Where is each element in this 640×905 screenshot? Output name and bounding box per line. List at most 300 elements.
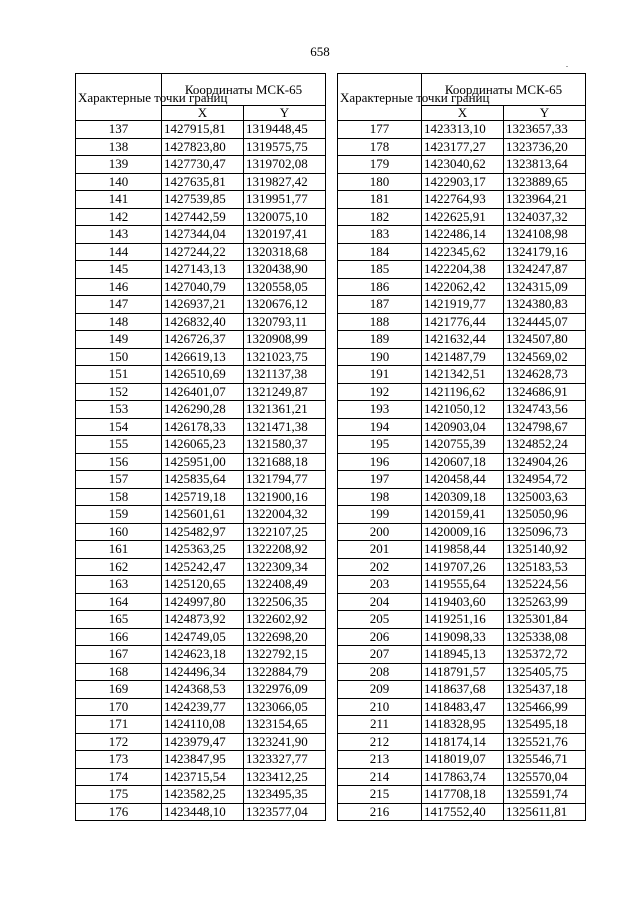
point-number-cell: 187 bbox=[338, 296, 422, 314]
point-number-cell: 211 bbox=[338, 716, 422, 734]
point-number-cell: 175 bbox=[76, 786, 162, 804]
x-coordinate-cell: 1421487,79 bbox=[422, 348, 504, 366]
y-coordinate-cell: 1324852,24 bbox=[504, 436, 586, 454]
table-row bbox=[76, 663, 326, 681]
x-coordinate-cell: 1418019,07 bbox=[422, 751, 504, 769]
x-coordinate-cell: 1426619,13 bbox=[162, 348, 244, 366]
y-coordinate-cell: 1325224,56 bbox=[504, 576, 586, 594]
point-number-cell: 204 bbox=[338, 593, 422, 611]
table-row bbox=[338, 156, 586, 174]
y-coordinate-cell: 1323657,33 bbox=[504, 121, 586, 139]
y-coordinate-cell: 1323495,35 bbox=[244, 786, 326, 804]
table-row bbox=[76, 418, 326, 436]
table-row bbox=[76, 593, 326, 611]
y-coordinate-cell: 1323736,20 bbox=[504, 138, 586, 156]
y-coordinate-cell: 1324507,80 bbox=[504, 331, 586, 349]
point-number-cell: 154 bbox=[76, 418, 162, 436]
point-number-cell: 178 bbox=[338, 138, 422, 156]
point-number-cell: 146 bbox=[76, 278, 162, 296]
y-coordinate-cell: 1321471,38 bbox=[244, 418, 326, 436]
table-row bbox=[338, 803, 586, 821]
y-coordinate-cell: 1323412,25 bbox=[244, 768, 326, 786]
point-number-cell: 156 bbox=[76, 453, 162, 471]
point-number-cell: 140 bbox=[76, 173, 162, 191]
y-coordinate-cell: 1324798,67 bbox=[504, 418, 586, 436]
table-row bbox=[76, 768, 326, 786]
x-coordinate-cell: 1422764,93 bbox=[422, 191, 504, 209]
y-coordinate-cell: 1322408,49 bbox=[244, 576, 326, 594]
x-coordinate-cell: 1427635,81 bbox=[162, 173, 244, 191]
y-coordinate-cell: 1323964,21 bbox=[504, 191, 586, 209]
point-number-cell: 137 bbox=[76, 121, 162, 139]
x-coordinate-cell: 1422345,62 bbox=[422, 243, 504, 261]
point-number-cell: 143 bbox=[76, 226, 162, 244]
point-number-cell: 157 bbox=[76, 471, 162, 489]
x-coordinate-cell: 1422625,91 bbox=[422, 208, 504, 226]
table-row bbox=[76, 751, 326, 769]
point-number-cell: 141 bbox=[76, 191, 162, 209]
x-coordinate-cell: 1419707,26 bbox=[422, 558, 504, 576]
x-coordinate-cell: 1423448,10 bbox=[162, 803, 244, 821]
table-row bbox=[338, 716, 586, 734]
point-number-cell: 161 bbox=[76, 541, 162, 559]
x-coordinate-cell: 1424496,34 bbox=[162, 663, 244, 681]
header-boundary-points: Характерные точки границ bbox=[338, 74, 422, 121]
table-row bbox=[76, 681, 326, 699]
point-number-cell: 174 bbox=[76, 768, 162, 786]
x-coordinate-cell: 1427823,80 bbox=[162, 138, 244, 156]
y-coordinate-cell: 1325570,04 bbox=[504, 768, 586, 786]
y-coordinate-cell: 1324686,91 bbox=[504, 383, 586, 401]
x-coordinate-cell: 1418791,57 bbox=[422, 663, 504, 681]
x-coordinate-cell: 1420903,04 bbox=[422, 418, 504, 436]
y-coordinate-cell: 1321023,75 bbox=[244, 348, 326, 366]
y-coordinate-cell: 1324315,09 bbox=[504, 278, 586, 296]
point-number-cell: 172 bbox=[76, 733, 162, 751]
table-row bbox=[76, 348, 326, 366]
table-row bbox=[338, 786, 586, 804]
table-row bbox=[76, 698, 326, 716]
table-row bbox=[338, 173, 586, 191]
table-row bbox=[338, 418, 586, 436]
y-coordinate-cell: 1325546,71 bbox=[504, 751, 586, 769]
point-number-cell: 139 bbox=[76, 156, 162, 174]
y-coordinate-cell: 1322004,32 bbox=[244, 506, 326, 524]
x-coordinate-cell: 1423979,47 bbox=[162, 733, 244, 751]
table-row bbox=[338, 558, 586, 576]
point-number-cell: 167 bbox=[76, 646, 162, 664]
x-coordinate-cell: 1421776,44 bbox=[422, 313, 504, 331]
point-number-cell: 199 bbox=[338, 506, 422, 524]
table-row bbox=[76, 383, 326, 401]
y-coordinate-cell: 1323577,04 bbox=[244, 803, 326, 821]
table-row bbox=[76, 558, 326, 576]
table-row bbox=[76, 436, 326, 454]
y-coordinate-cell: 1325372,72 bbox=[504, 646, 586, 664]
table-row bbox=[76, 541, 326, 559]
table-row bbox=[338, 646, 586, 664]
y-coordinate-cell: 1320197,41 bbox=[244, 226, 326, 244]
header-x: X bbox=[162, 106, 244, 121]
x-coordinate-cell: 1422486,14 bbox=[422, 226, 504, 244]
table-row bbox=[338, 436, 586, 454]
x-coordinate-cell: 1419098,33 bbox=[422, 628, 504, 646]
table-row bbox=[338, 506, 586, 524]
x-coordinate-cell: 1425601,61 bbox=[162, 506, 244, 524]
table-row bbox=[76, 453, 326, 471]
x-coordinate-cell: 1418637,68 bbox=[422, 681, 504, 699]
x-coordinate-cell: 1419251,16 bbox=[422, 611, 504, 629]
x-coordinate-cell: 1422204,38 bbox=[422, 261, 504, 279]
point-number-cell: 216 bbox=[338, 803, 422, 821]
y-coordinate-cell: 1322506,35 bbox=[244, 593, 326, 611]
point-number-cell: 208 bbox=[338, 663, 422, 681]
table-row bbox=[338, 541, 586, 559]
y-coordinate-cell: 1319575,75 bbox=[244, 138, 326, 156]
x-coordinate-cell: 1425363,25 bbox=[162, 541, 244, 559]
y-coordinate-cell: 1320908,99 bbox=[244, 331, 326, 349]
table-row bbox=[76, 313, 326, 331]
table-row bbox=[76, 331, 326, 349]
y-coordinate-cell: 1324108,98 bbox=[504, 226, 586, 244]
y-coordinate-cell: 1324569,02 bbox=[504, 348, 586, 366]
x-coordinate-cell: 1426290,28 bbox=[162, 401, 244, 419]
y-coordinate-cell: 1325466,99 bbox=[504, 698, 586, 716]
y-coordinate-cell: 1321580,37 bbox=[244, 436, 326, 454]
y-coordinate-cell: 1325338,08 bbox=[504, 628, 586, 646]
x-coordinate-cell: 1418483,47 bbox=[422, 698, 504, 716]
y-coordinate-cell: 1322976,09 bbox=[244, 681, 326, 699]
y-coordinate-cell: 1324247,87 bbox=[504, 261, 586, 279]
y-coordinate-cell: 1325405,75 bbox=[504, 663, 586, 681]
point-number-cell: 181 bbox=[338, 191, 422, 209]
point-number-cell: 215 bbox=[338, 786, 422, 804]
table-row bbox=[76, 121, 326, 139]
table-row bbox=[76, 156, 326, 174]
x-coordinate-cell: 1427040,79 bbox=[162, 278, 244, 296]
point-number-cell: 200 bbox=[338, 523, 422, 541]
y-coordinate-cell: 1323241,90 bbox=[244, 733, 326, 751]
y-coordinate-cell: 1320558,05 bbox=[244, 278, 326, 296]
x-coordinate-cell: 1425120,65 bbox=[162, 576, 244, 594]
point-number-cell: 185 bbox=[338, 261, 422, 279]
table-row bbox=[338, 348, 586, 366]
table-row bbox=[338, 471, 586, 489]
point-number-cell: 201 bbox=[338, 541, 422, 559]
table-row bbox=[338, 191, 586, 209]
table-row bbox=[338, 751, 586, 769]
table-row bbox=[76, 523, 326, 541]
y-coordinate-cell: 1322208,92 bbox=[244, 541, 326, 559]
point-number-cell: 169 bbox=[76, 681, 162, 699]
x-coordinate-cell: 1427730,47 bbox=[162, 156, 244, 174]
point-number-cell: 186 bbox=[338, 278, 422, 296]
header-coordinates: Координаты МСК-65 bbox=[422, 74, 586, 106]
table-row bbox=[338, 593, 586, 611]
y-coordinate-cell: 1325050,96 bbox=[504, 506, 586, 524]
y-coordinate-cell: 1324954,72 bbox=[504, 471, 586, 489]
point-number-cell: 159 bbox=[76, 506, 162, 524]
x-coordinate-cell: 1426937,21 bbox=[162, 296, 244, 314]
point-number-cell: 164 bbox=[76, 593, 162, 611]
table-row bbox=[76, 366, 326, 384]
point-number-cell: 180 bbox=[338, 173, 422, 191]
header-boundary-points: Характерные точки границ bbox=[76, 74, 162, 121]
point-number-cell: 170 bbox=[76, 698, 162, 716]
header-y: Y bbox=[504, 106, 586, 121]
y-coordinate-cell: 1325591,74 bbox=[504, 786, 586, 804]
point-number-cell: 183 bbox=[338, 226, 422, 244]
point-number-cell: 155 bbox=[76, 436, 162, 454]
table-row bbox=[338, 226, 586, 244]
x-coordinate-cell: 1421919,77 bbox=[422, 296, 504, 314]
point-number-cell: 177 bbox=[338, 121, 422, 139]
x-coordinate-cell: 1427344,04 bbox=[162, 226, 244, 244]
table-row bbox=[338, 663, 586, 681]
x-coordinate-cell: 1424239,77 bbox=[162, 698, 244, 716]
point-number-cell: 203 bbox=[338, 576, 422, 594]
x-coordinate-cell: 1418945,13 bbox=[422, 646, 504, 664]
y-coordinate-cell: 1325437,18 bbox=[504, 681, 586, 699]
x-coordinate-cell: 1417552,40 bbox=[422, 803, 504, 821]
table-row bbox=[76, 138, 326, 156]
x-coordinate-cell: 1424873,92 bbox=[162, 611, 244, 629]
table-row bbox=[338, 611, 586, 629]
point-number-cell: 207 bbox=[338, 646, 422, 664]
y-coordinate-cell: 1322698,20 bbox=[244, 628, 326, 646]
x-coordinate-cell: 1425951,00 bbox=[162, 453, 244, 471]
point-number-cell: 189 bbox=[338, 331, 422, 349]
y-coordinate-cell: 1319951,77 bbox=[244, 191, 326, 209]
y-coordinate-cell: 1323327,77 bbox=[244, 751, 326, 769]
table-row bbox=[76, 208, 326, 226]
y-coordinate-cell: 1325263,99 bbox=[504, 593, 586, 611]
point-number-cell: 148 bbox=[76, 313, 162, 331]
point-number-cell: 190 bbox=[338, 348, 422, 366]
y-coordinate-cell: 1324628,73 bbox=[504, 366, 586, 384]
y-coordinate-cell: 1323154,65 bbox=[244, 716, 326, 734]
y-coordinate-cell: 1325140,92 bbox=[504, 541, 586, 559]
margin-dot: . bbox=[566, 60, 568, 69]
y-coordinate-cell: 1319448,45 bbox=[244, 121, 326, 139]
y-coordinate-cell: 1323066,05 bbox=[244, 698, 326, 716]
x-coordinate-cell: 1420009,16 bbox=[422, 523, 504, 541]
x-coordinate-cell: 1423582,25 bbox=[162, 786, 244, 804]
x-coordinate-cell: 1423847,95 bbox=[162, 751, 244, 769]
x-coordinate-cell: 1419555,64 bbox=[422, 576, 504, 594]
point-number-cell: 179 bbox=[338, 156, 422, 174]
x-coordinate-cell: 1424368,53 bbox=[162, 681, 244, 699]
table-row bbox=[338, 681, 586, 699]
y-coordinate-cell: 1325611,81 bbox=[504, 803, 586, 821]
table-row bbox=[76, 733, 326, 751]
point-number-cell: 171 bbox=[76, 716, 162, 734]
point-number-cell: 202 bbox=[338, 558, 422, 576]
y-coordinate-cell: 1324743,56 bbox=[504, 401, 586, 419]
table-row bbox=[338, 208, 586, 226]
table-row bbox=[338, 296, 586, 314]
point-number-cell: 173 bbox=[76, 751, 162, 769]
y-coordinate-cell: 1320676,12 bbox=[244, 296, 326, 314]
point-number-cell: 142 bbox=[76, 208, 162, 226]
table-row bbox=[338, 488, 586, 506]
point-number-cell: 195 bbox=[338, 436, 422, 454]
x-coordinate-cell: 1423177,27 bbox=[422, 138, 504, 156]
table-row bbox=[338, 366, 586, 384]
point-number-cell: 198 bbox=[338, 488, 422, 506]
x-coordinate-cell: 1426401,07 bbox=[162, 383, 244, 401]
table-row bbox=[76, 488, 326, 506]
coordinates-table-left bbox=[75, 73, 326, 821]
table-row bbox=[338, 453, 586, 471]
y-coordinate-cell: 1324445,07 bbox=[504, 313, 586, 331]
x-coordinate-cell: 1424110,08 bbox=[162, 716, 244, 734]
y-coordinate-cell: 1322602,92 bbox=[244, 611, 326, 629]
table-row bbox=[338, 768, 586, 786]
y-coordinate-cell: 1321249,87 bbox=[244, 383, 326, 401]
x-coordinate-cell: 1425835,64 bbox=[162, 471, 244, 489]
x-coordinate-cell: 1421342,51 bbox=[422, 366, 504, 384]
table-row bbox=[76, 716, 326, 734]
x-coordinate-cell: 1420309,18 bbox=[422, 488, 504, 506]
page-number: 658 bbox=[310, 44, 330, 59]
point-number-cell: 196 bbox=[338, 453, 422, 471]
x-coordinate-cell: 1425482,97 bbox=[162, 523, 244, 541]
table-row bbox=[76, 243, 326, 261]
table-row bbox=[338, 261, 586, 279]
point-number-cell: 197 bbox=[338, 471, 422, 489]
table-row bbox=[338, 278, 586, 296]
point-number-cell: 145 bbox=[76, 261, 162, 279]
table-row bbox=[338, 243, 586, 261]
y-coordinate-cell: 1320318,68 bbox=[244, 243, 326, 261]
point-number-cell: 166 bbox=[76, 628, 162, 646]
y-coordinate-cell: 1321361,21 bbox=[244, 401, 326, 419]
y-coordinate-cell: 1325521,76 bbox=[504, 733, 586, 751]
x-coordinate-cell: 1427442,59 bbox=[162, 208, 244, 226]
x-coordinate-cell: 1423715,54 bbox=[162, 768, 244, 786]
x-coordinate-cell: 1423313,10 bbox=[422, 121, 504, 139]
y-coordinate-cell: 1321688,18 bbox=[244, 453, 326, 471]
point-number-cell: 192 bbox=[338, 383, 422, 401]
table-row bbox=[338, 121, 586, 139]
x-coordinate-cell: 1424749,05 bbox=[162, 628, 244, 646]
point-number-cell: 176 bbox=[76, 803, 162, 821]
point-number-cell: 152 bbox=[76, 383, 162, 401]
y-coordinate-cell: 1321900,16 bbox=[244, 488, 326, 506]
table-row bbox=[76, 471, 326, 489]
point-number-cell: 149 bbox=[76, 331, 162, 349]
x-coordinate-cell: 1425719,18 bbox=[162, 488, 244, 506]
y-coordinate-cell: 1322792,15 bbox=[244, 646, 326, 664]
x-coordinate-cell: 1426510,69 bbox=[162, 366, 244, 384]
table-row bbox=[76, 803, 326, 821]
x-coordinate-cell: 1420607,18 bbox=[422, 453, 504, 471]
header-x: X bbox=[422, 106, 504, 121]
table-row bbox=[76, 278, 326, 296]
x-coordinate-cell: 1426726,37 bbox=[162, 331, 244, 349]
y-coordinate-cell: 1320075,10 bbox=[244, 208, 326, 226]
y-coordinate-cell: 1322107,25 bbox=[244, 523, 326, 541]
y-coordinate-cell: 1325301,84 bbox=[504, 611, 586, 629]
x-coordinate-cell: 1425242,47 bbox=[162, 558, 244, 576]
x-coordinate-cell: 1421632,44 bbox=[422, 331, 504, 349]
x-coordinate-cell: 1419403,60 bbox=[422, 593, 504, 611]
x-coordinate-cell: 1422903,17 bbox=[422, 173, 504, 191]
table-row bbox=[76, 628, 326, 646]
table-row bbox=[76, 506, 326, 524]
point-number-cell: 138 bbox=[76, 138, 162, 156]
y-coordinate-cell: 1322884,79 bbox=[244, 663, 326, 681]
point-number-cell: 213 bbox=[338, 751, 422, 769]
point-number-cell: 160 bbox=[76, 523, 162, 541]
y-coordinate-cell: 1321794,77 bbox=[244, 471, 326, 489]
point-number-cell: 162 bbox=[76, 558, 162, 576]
table-row bbox=[338, 628, 586, 646]
table-row bbox=[76, 173, 326, 191]
point-number-cell: 147 bbox=[76, 296, 162, 314]
point-number-cell: 205 bbox=[338, 611, 422, 629]
y-coordinate-cell: 1321137,38 bbox=[244, 366, 326, 384]
table-row bbox=[76, 261, 326, 279]
point-number-cell: 184 bbox=[338, 243, 422, 261]
y-coordinate-cell: 1325183,53 bbox=[504, 558, 586, 576]
table-row bbox=[76, 296, 326, 314]
point-number-cell: 193 bbox=[338, 401, 422, 419]
x-coordinate-cell: 1417708,18 bbox=[422, 786, 504, 804]
y-coordinate-cell: 1325003,63 bbox=[504, 488, 586, 506]
table-row bbox=[338, 698, 586, 716]
table-row bbox=[76, 226, 326, 244]
point-number-cell: 165 bbox=[76, 611, 162, 629]
y-coordinate-cell: 1319827,42 bbox=[244, 173, 326, 191]
point-number-cell: 194 bbox=[338, 418, 422, 436]
point-number-cell: 168 bbox=[76, 663, 162, 681]
x-coordinate-cell: 1427244,22 bbox=[162, 243, 244, 261]
point-number-cell: 182 bbox=[338, 208, 422, 226]
y-coordinate-cell: 1325495,18 bbox=[504, 716, 586, 734]
table-row bbox=[338, 576, 586, 594]
x-coordinate-cell: 1426832,40 bbox=[162, 313, 244, 331]
x-coordinate-cell: 1427143,13 bbox=[162, 261, 244, 279]
x-coordinate-cell: 1427539,85 bbox=[162, 191, 244, 209]
point-number-cell: 212 bbox=[338, 733, 422, 751]
x-coordinate-cell: 1424997,80 bbox=[162, 593, 244, 611]
table-row bbox=[338, 383, 586, 401]
table-row bbox=[338, 401, 586, 419]
x-coordinate-cell: 1418328,95 bbox=[422, 716, 504, 734]
point-number-cell: 210 bbox=[338, 698, 422, 716]
table-row bbox=[76, 401, 326, 419]
y-coordinate-cell: 1324380,83 bbox=[504, 296, 586, 314]
point-number-cell: 144 bbox=[76, 243, 162, 261]
table-row bbox=[76, 191, 326, 209]
table-row bbox=[338, 138, 586, 156]
x-coordinate-cell: 1427915,81 bbox=[162, 121, 244, 139]
y-coordinate-cell: 1324037,32 bbox=[504, 208, 586, 226]
table-row bbox=[76, 611, 326, 629]
y-coordinate-cell: 1325096,73 bbox=[504, 523, 586, 541]
point-number-cell: 163 bbox=[76, 576, 162, 594]
point-number-cell: 214 bbox=[338, 768, 422, 786]
point-number-cell: 206 bbox=[338, 628, 422, 646]
y-coordinate-cell: 1320438,90 bbox=[244, 261, 326, 279]
table-row bbox=[76, 646, 326, 664]
point-number-cell: 153 bbox=[76, 401, 162, 419]
x-coordinate-cell: 1420458,44 bbox=[422, 471, 504, 489]
y-coordinate-cell: 1324904,26 bbox=[504, 453, 586, 471]
table-row bbox=[76, 576, 326, 594]
